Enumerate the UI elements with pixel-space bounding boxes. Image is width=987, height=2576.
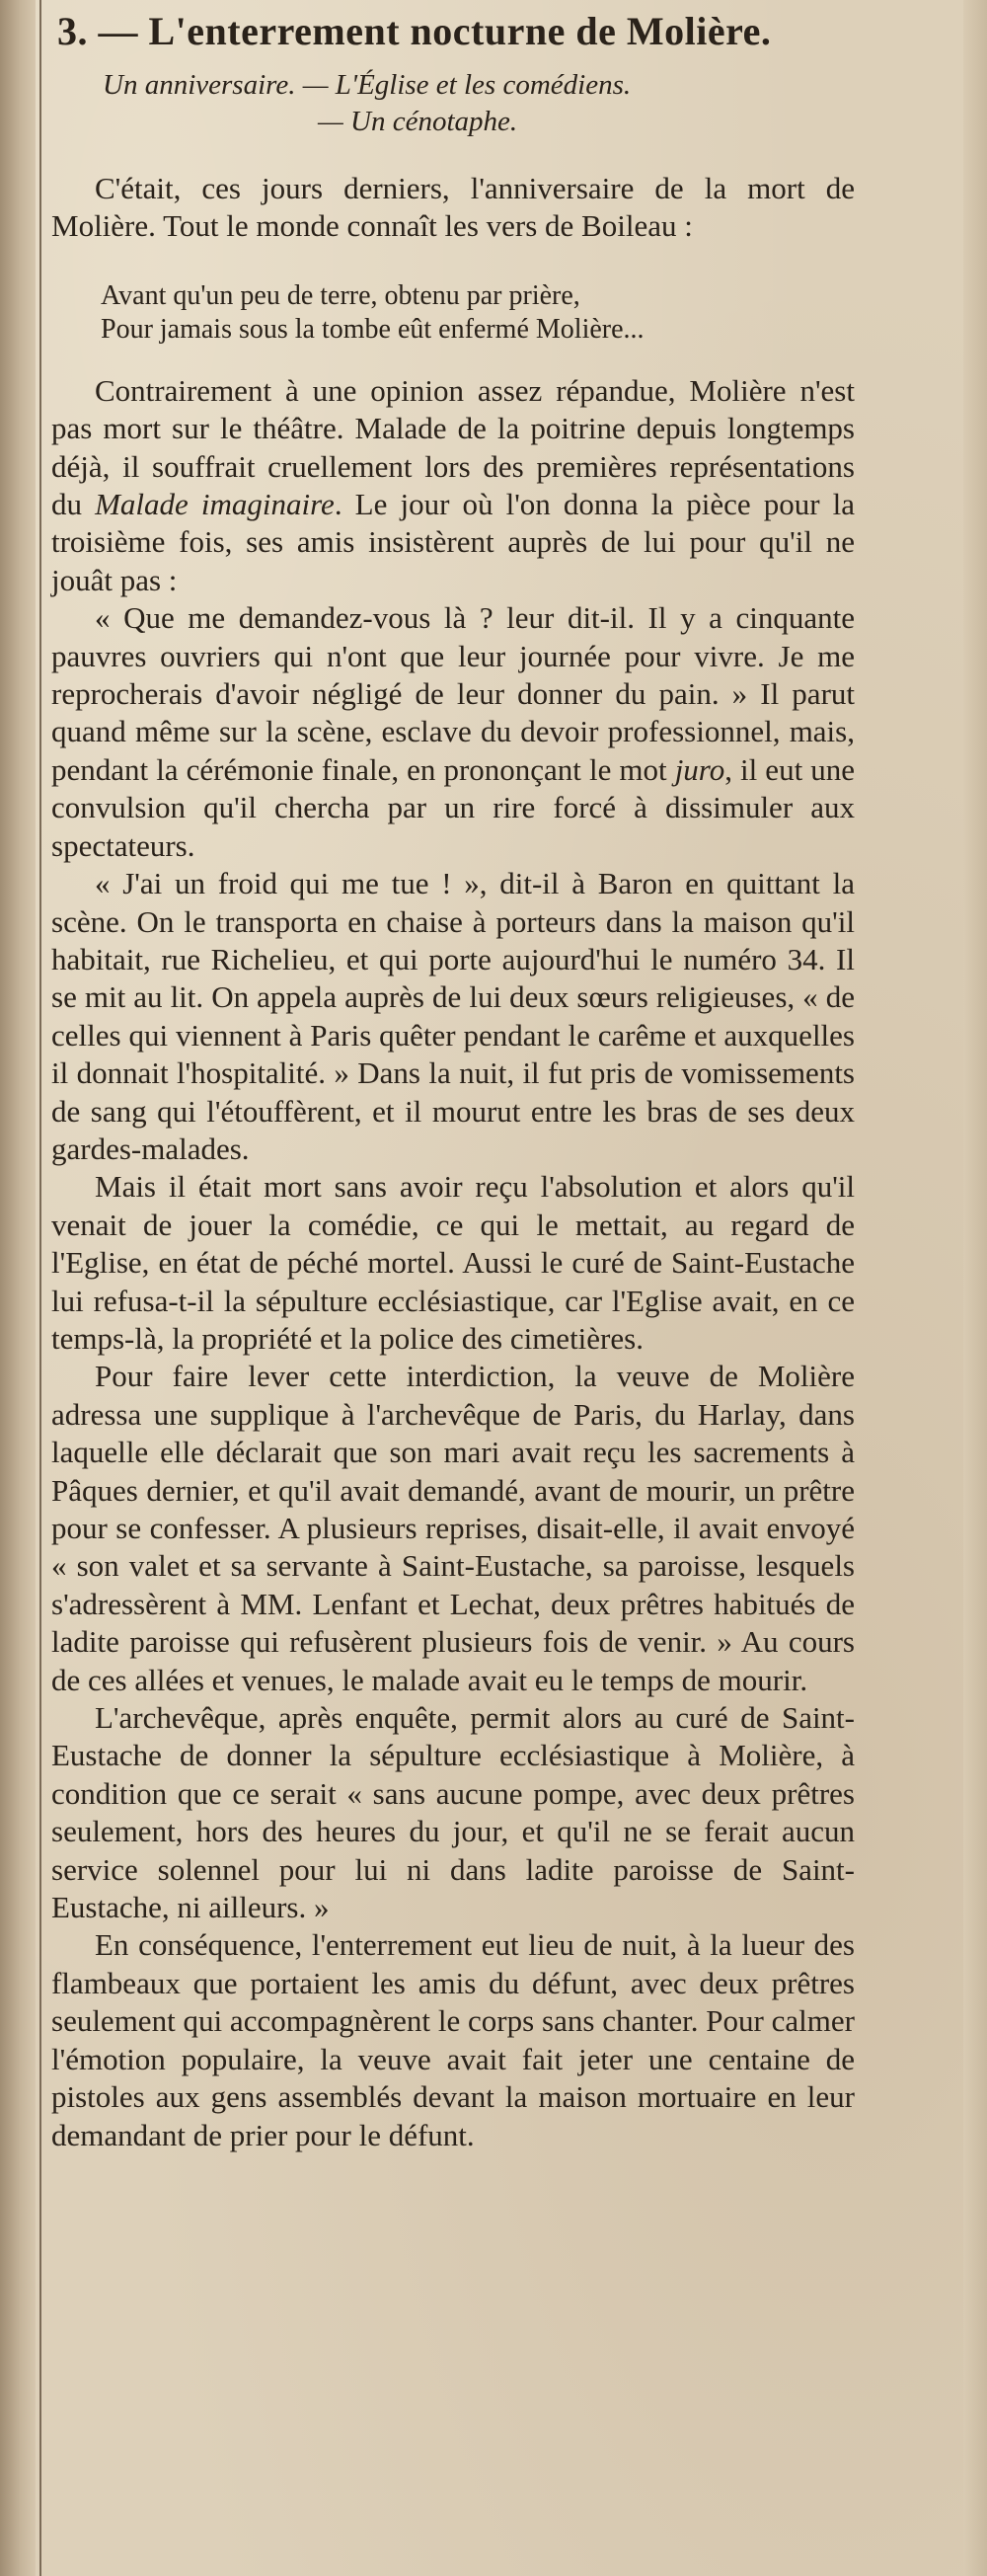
paragraph-5: Pour faire lever cette interdiction, la veuve de Molière adressa une supplique à l'archevêque de Paris, du Harlay, dans laquelle elle déclarait que son mari avait reçu les sacrements à Pâques dernier, et qu'il avait demandé, avant de mourir, un prêtre pour se confesser. A plusieurs reprises, disait-elle, il avait envoyé « son valet et sa servante à Saint-Eustache, sa paroisse, lesquels s'adressèrent à MM. Lenfant et Lechat, deux prêtres habitués de ladite paroisse qui refusèrent plusieurs fois de venir. » Au cours de ces allées et venues, le malade avait eu le temps de mourir. xyxy=(51,1359,855,1697)
article xyxy=(51,6,855,2154)
verse-quote xyxy=(51,279,855,347)
paragraph-2-italic: juro xyxy=(674,751,725,787)
paragraph-4: Mais il était mort sans avoir reçu l'absolution et alors qu'il venait de jouer la comédie, ce qui le mettait, au regard de l'Eglise, en état de péché mortel. Aussi le curé de Saint-Eustache lui refusa-t-il la sépulture ecclésiastique, car l'Eglise avait, en ce temps-là, la propriété et la police des cimetières. xyxy=(51,1169,855,1356)
paragraph-6: L'archevêque, après enquête, permit alors au curé de Saint-Eustache de donner la sépulture ecclésiastique à Molière, à condition que ce serait « sans aucune pompe, avec deux prêtres seulement, hors des heures du jour, et qu'il ne se ferait aucun service solennel pour lui ni dans ladite paroisse de Saint-Eustache, ni ailleurs. » xyxy=(51,1700,855,1925)
paragraph-2 xyxy=(51,599,855,865)
paragraph-1-italic: Malade imaginaire xyxy=(95,487,335,522)
paragraph-1-part-b: . Le jour où l'on donna la pièce pour la troisième fois, ses amis insistèrent auprès de lui pour qu'il ne jouât pas : xyxy=(51,487,856,597)
paragraph-1-part-a: Contrairement à une opinion assez répandue, Molière n'est pas mort sur le théâtre. Malade de la poitrine depuis longtemps déjà, il souffrait cruellement lors des premières représentations du xyxy=(51,372,855,522)
verse-line-2: Pour jamais sous la tombe eût enfermé Molière... xyxy=(101,313,645,345)
subtitle-line-1: Un anniversaire. — L'Église et les comédiens. xyxy=(103,69,632,101)
article-body xyxy=(51,170,855,2154)
column-rule xyxy=(39,0,41,2576)
paragraph-2-part-b: , il eut une convulsion qu'il chercha par un rire forcé à dissimuler aux spectateurs. xyxy=(51,751,856,863)
page-right-margin xyxy=(963,0,987,2576)
paragraph-3: « J'ai un froid qui me tue ! », dit-il à Baron en quittant la scène. On le transporta en chaise à porteurs dans la maison qu'il habitait, rue Richelieu, et qui porte aujourd'hui le numéro 34. Il se mit au lit. On appela auprès de lui deux sœurs religieuses, « de celles qui viennent à Paris quêter pendant le carême et auxquelles il donnait l'hospitalité. » Dans la nuit, il fut pris de vomissements de sang qui l'étouffèrent, et il mourut entre les bras de ses deux gardes-malades. xyxy=(51,866,855,1166)
paragraph-intro: C'était, ces jours derniers, l'anniversaire de la mort de Molière. Tout le monde connaît les vers de Boileau : xyxy=(51,171,855,244)
paragraph-1 xyxy=(51,372,855,599)
paragraph-2-part-a: « Que me demandez-vous là ? leur dit-il. Il y a cinquante pauvres ouvriers qui n'ont que leur journée pour vivre. Je me reprocherais d'avoir négligé de leur donner du pain. » Il parut quand même sur la scène, esclave du devoir professionnel, mais, pendant la cérémonie finale, en prononçant le mot xyxy=(51,600,855,787)
article-subtitle xyxy=(51,67,855,140)
paragraph-7: En conséquence, l'enterrement eut lieu de nuit, à la lueur des flambeaux que portaient les amis du défunt, avec deux prêtres seulement qui accompagnèrent le corps sans chanter. Pour calmer l'émotion populaire, la veuve avait fait jeter une centaine de pistoles aux gens assemblés devant la maison mortuaire en leur demandant de prier pour le défunt. xyxy=(51,1927,855,2152)
article-title: 3. — L'enterrement nocturne de Molière. xyxy=(57,9,772,53)
subtitle-line-2: — Un cénotaphe. xyxy=(318,106,518,137)
page-left-margin xyxy=(0,0,36,2576)
verse-line-1: Avant qu'un peu de terre, obtenu par prière, xyxy=(101,279,580,311)
